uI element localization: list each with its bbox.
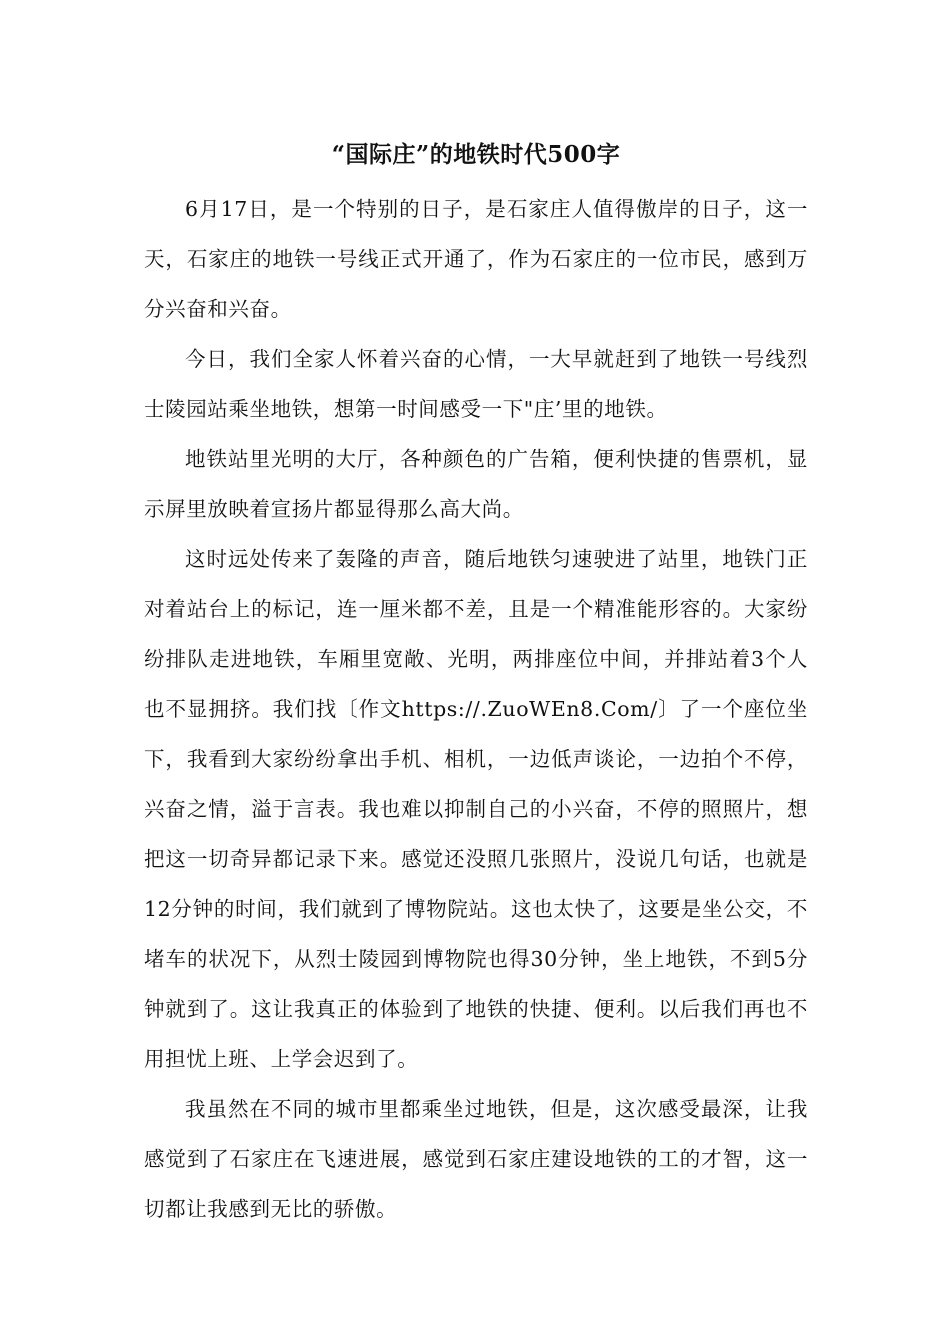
paragraph-3: 地铁站里光明的大厅，各种颜色的广告箱，便利快捷的售票机，显示屏里放映着宣扬片都显得那么高大尚。	[144, 447, 808, 521]
paragraph-4: 这时远处传来了轰隆的声音，随后地铁匀速驶进了站里，地铁门正对着站台上的标记，连一厘米都不差，且是一个精准能形容的。大家纷纷排队走进地铁，车厢里宽敞、光明，两排座位中间，并排站着3个人也不显拥挤。我们找〔作文https://.ZuoWEn8.Com/〕了一个座位坐下，我看到大家纷纷拿出手机、相机，一边低声谈论，一边拍个不停，兴奋之情，溢于言表。我也难以抑制自己的小兴奋，不停的照照片，想把这一切奇异都记录下来。感觉还没照几张照片，没说几句话，也就是12分钟的时间，我们就到了博物院站。这也太快了，这要是坐公交，不堵车的状况下，从烈士陵园到博物院也得30分钟，坐上地铁，不到5分钟就到了。这让我真正的体验到了地铁的快捷、便利。以后我们再也不用担忧上班、上学会迟到了。	[144, 547, 808, 1071]
document-body	[144, 184, 808, 1234]
paragraph-2: 今日，我们全家人怀着兴奋的心情，一大早就赶到了地铁一号线烈士陵园站乘坐地铁，想第一时间感受一下"庄’里的地铁。	[144, 347, 808, 421]
document-title: “国际庄”的地铁时代500字	[331, 141, 621, 168]
paragraph-1: 6月17日，是一个特别的日子，是石家庄人值得傲岸的日子，这一天，石家庄的地铁一号线正式开通了，作为石家庄的一位市民，感到万分兴奋和兴奋。	[144, 197, 808, 321]
paragraph-5: 我虽然在不同的城市里都乘坐过地铁，但是，这次感受最深，让我感觉到了石家庄在飞速进展，感觉到石家庄建设地铁的工的才智，这一切都让我感到无比的骄傲。	[144, 1097, 808, 1221]
